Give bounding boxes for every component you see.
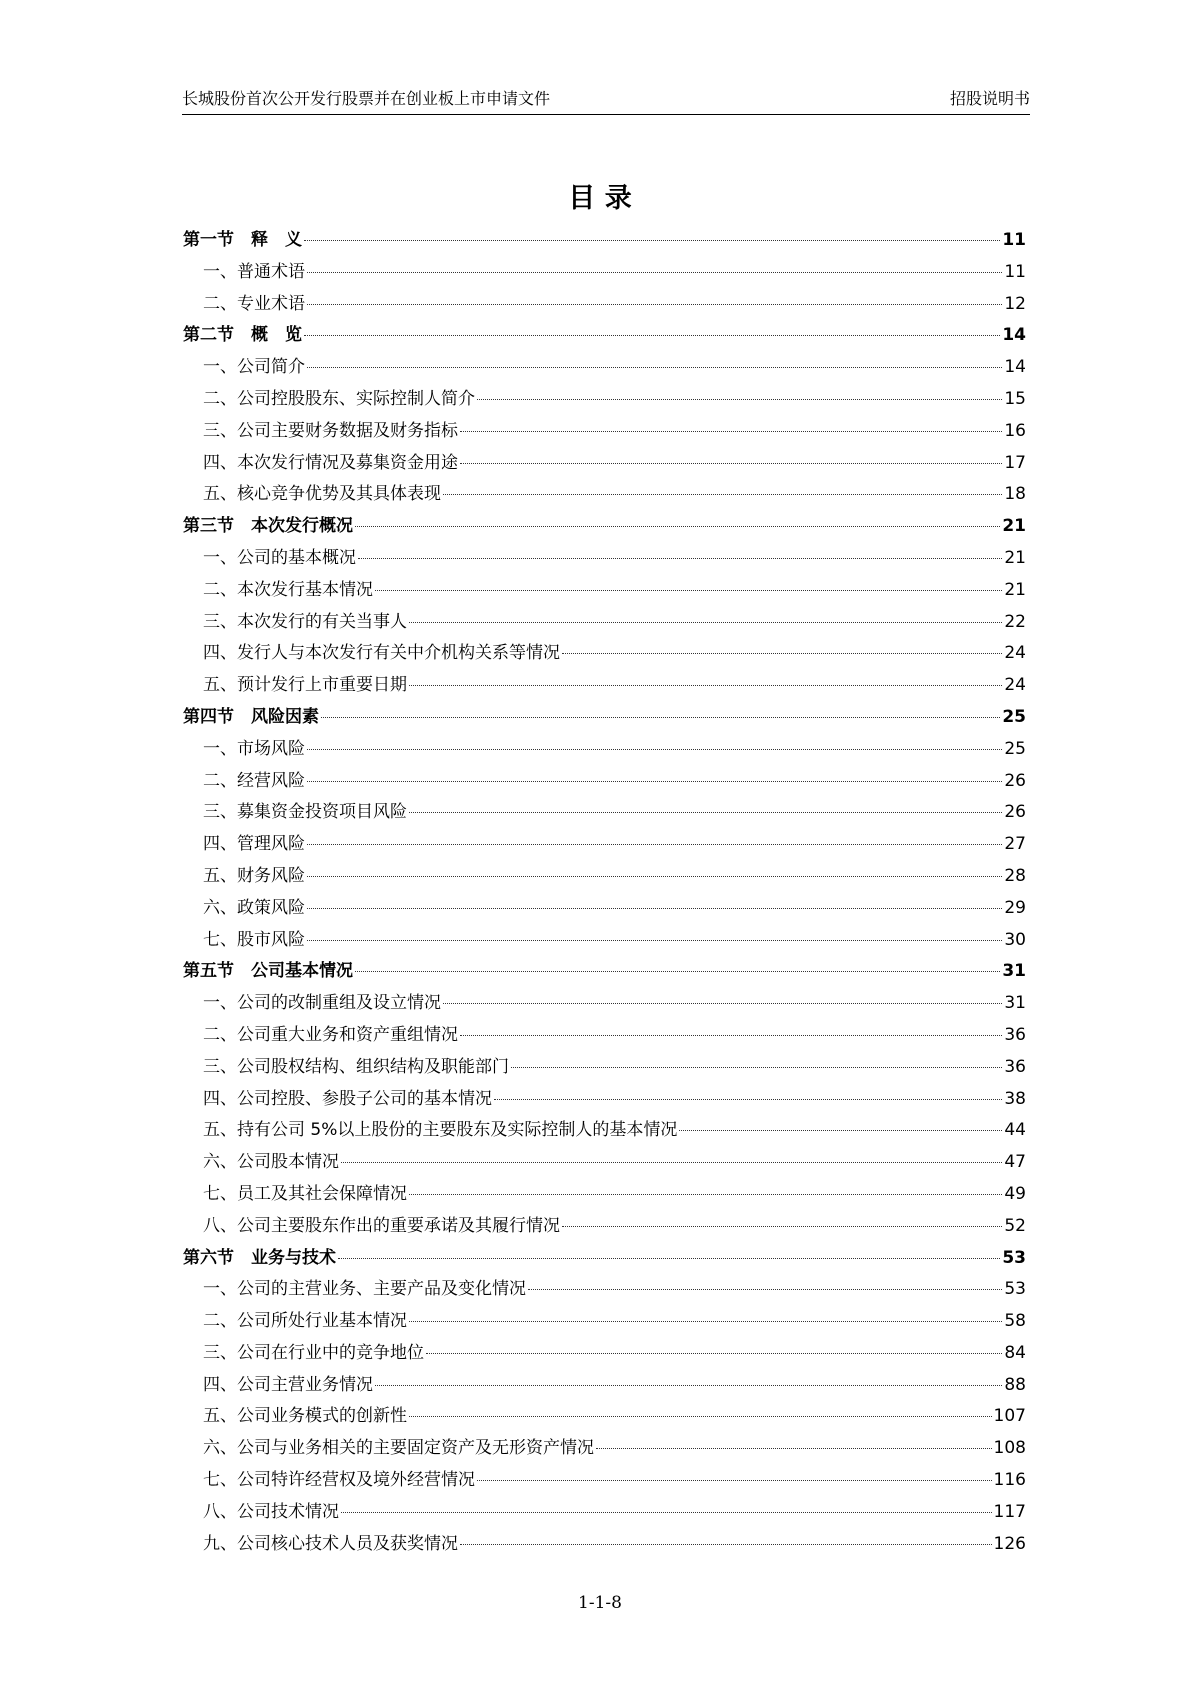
toc-entry-label: 四、管理风险	[203, 834, 305, 855]
toc-entry-page: 53	[1002, 1247, 1026, 1268]
toc-entry-label: 八、公司技术情况	[203, 1501, 339, 1522]
toc-entry-label: 第三节 本次发行概况	[183, 516, 353, 537]
toc-section-entry[interactable]	[183, 956, 1026, 988]
toc-entry-page: 30	[1004, 929, 1026, 950]
toc-entry-page: 116	[993, 1470, 1026, 1491]
toc-entry-label: 五、核心竞争优势及其具体表现	[203, 484, 441, 505]
table-of-contents	[183, 225, 1026, 1560]
toc-entry-page: 12	[1004, 293, 1026, 314]
toc-dot-leader	[307, 749, 1002, 750]
toc-entry-label: 二、经营风险	[203, 770, 305, 791]
toc-dot-leader	[409, 1194, 1002, 1195]
toc-entry-label: 第四节 风险因素	[183, 706, 319, 727]
toc-dot-leader	[460, 431, 1002, 432]
toc-dot-leader	[477, 399, 1002, 400]
page-title: 目 录	[568, 183, 632, 214]
toc-entry-label: 第五节 公司基本情况	[183, 961, 353, 982]
toc-dot-leader	[307, 304, 1002, 305]
toc-entry-page: 108	[993, 1438, 1026, 1459]
toc-section-entry[interactable]	[183, 1243, 1026, 1275]
toc-entry-page: 16	[1004, 420, 1026, 441]
toc-entry-page: 15	[1004, 388, 1026, 409]
toc-entry-label: 第二节 概 览	[183, 325, 302, 346]
toc-dot-leader	[409, 1321, 1002, 1322]
toc-dot-leader	[511, 1067, 1002, 1068]
toc-dot-leader	[679, 1130, 1002, 1131]
toc-entry-page: 17	[1004, 452, 1026, 473]
toc-subsection-entry[interactable]	[183, 1020, 1026, 1052]
toc-entry-label: 二、本次发行基本情况	[203, 579, 373, 600]
toc-entry-page: 26	[1004, 802, 1026, 823]
toc-entry-page: 44	[1004, 1120, 1026, 1141]
toc-entry-label: 第一节 释 义	[183, 230, 302, 250]
toc-entry-label: 一、普通术语	[203, 261, 305, 282]
toc-dot-leader	[460, 463, 1002, 464]
toc-entry-label: 七、股市风险	[203, 929, 305, 950]
toc-dot-leader	[409, 812, 1002, 813]
toc-dot-leader	[443, 494, 1002, 495]
toc-entry-page: 24	[1004, 643, 1026, 664]
toc-entry-label: 五、财务风险	[203, 865, 305, 886]
toc-subsection-entry[interactable]	[183, 670, 1026, 702]
toc-dot-leader	[307, 940, 1002, 941]
toc-entry-page: 31	[1002, 961, 1026, 982]
toc-subsection-entry[interactable]	[183, 1338, 1026, 1370]
toc-dot-leader	[307, 876, 1002, 877]
toc-entry-label: 一、公司的改制重组及设立情况	[203, 993, 441, 1014]
toc-entry-label: 八、公司主要股东作出的重要承诺及其履行情况	[203, 1215, 560, 1236]
toc-entry-label: 六、政策风险	[203, 897, 305, 918]
toc-entry-page: 36	[1004, 1056, 1026, 1077]
toc-dot-leader	[307, 781, 1002, 782]
toc-subsection-entry[interactable]	[183, 543, 1026, 575]
toc-entry-label: 三、公司在行业中的竞争地位	[203, 1342, 424, 1363]
toc-dot-leader	[355, 971, 1000, 972]
toc-entry-page: 36	[1004, 1024, 1026, 1045]
toc-dot-leader	[341, 1512, 992, 1513]
toc-entry-page: 25	[1002, 706, 1026, 727]
toc-section-entry[interactable]	[183, 320, 1026, 352]
toc-subsection-entry[interactable]	[183, 797, 1026, 829]
toc-dot-leader	[304, 240, 1000, 241]
toc-entry-page: 53	[1004, 1279, 1026, 1300]
toc-subsection-entry[interactable]	[183, 734, 1026, 766]
toc-entry-label: 七、员工及其社会保障情况	[203, 1183, 407, 1204]
toc-subsection-entry[interactable]	[183, 352, 1026, 384]
toc-dot-leader	[341, 1162, 1002, 1163]
toc-section-entry[interactable]	[183, 225, 1026, 257]
toc-subsection-entry[interactable]	[183, 988, 1026, 1020]
toc-entry-page: 38	[1004, 1088, 1026, 1109]
toc-entry-page: 117	[993, 1501, 1026, 1522]
page-number: 1-1-8	[578, 1593, 622, 1613]
toc-entry-label: 五、预计发行上市重要日期	[203, 675, 407, 696]
toc-entry-page: 27	[1004, 834, 1026, 855]
header-document-title: 长城股份首次公开发行股票并在创业板上市申请文件	[182, 89, 551, 108]
toc-subsection-entry[interactable]	[183, 893, 1026, 925]
toc-dot-leader	[409, 685, 1002, 686]
toc-subsection-entry[interactable]	[183, 384, 1026, 416]
toc-entry-page: 52	[1004, 1215, 1026, 1236]
toc-entry-label: 九、公司核心技术人员及获奖情况	[203, 1533, 458, 1554]
toc-entry-label: 二、专业术语	[203, 293, 305, 314]
toc-entry-page: 49	[1004, 1183, 1026, 1204]
toc-subsection-entry[interactable]	[183, 1084, 1026, 1116]
toc-dot-leader	[443, 1003, 1002, 1004]
toc-subsection-entry[interactable]	[183, 1274, 1026, 1306]
toc-dot-leader	[460, 1035, 1002, 1036]
page-header	[182, 84, 1030, 115]
toc-dot-leader	[562, 653, 1002, 654]
toc-subsection-entry[interactable]	[183, 1115, 1026, 1147]
toc-entry-page: 21	[1004, 547, 1026, 568]
toc-entry-label: 七、公司特许经营权及境外经营情况	[203, 1470, 475, 1491]
toc-dot-leader	[409, 1416, 992, 1417]
toc-subsection-entry[interactable]	[183, 1052, 1026, 1084]
toc-subsection-entry[interactable]	[183, 1306, 1026, 1338]
toc-subsection-entry[interactable]	[183, 257, 1026, 289]
toc-entry-page: 25	[1004, 738, 1026, 759]
toc-subsection-entry[interactable]	[183, 1147, 1026, 1179]
toc-entry-label: 第六节 业务与技术	[183, 1247, 336, 1268]
toc-entry-page: 21	[1002, 516, 1026, 537]
toc-subsection-entry[interactable]	[183, 766, 1026, 798]
toc-dot-leader	[460, 1544, 992, 1545]
toc-subsection-entry[interactable]	[183, 575, 1026, 607]
toc-subsection-entry[interactable]	[183, 1401, 1026, 1433]
toc-subsection-entry[interactable]	[183, 925, 1026, 957]
header-document-type: 招股说明书	[949, 89, 1030, 108]
toc-subsection-entry[interactable]	[183, 1529, 1026, 1561]
toc-dot-leader	[307, 844, 1002, 845]
toc-entry-label: 一、市场风险	[203, 738, 305, 759]
toc-dot-leader	[355, 526, 1000, 527]
toc-entry-label: 三、本次发行的有关当事人	[203, 611, 407, 632]
toc-subsection-entry[interactable]	[183, 1211, 1026, 1243]
toc-entry-label: 二、公司所处行业基本情况	[203, 1311, 407, 1332]
toc-entry-label: 六、公司与业务相关的主要固定资产及无形资产情况	[203, 1438, 594, 1459]
toc-dot-leader	[375, 1385, 1002, 1386]
toc-entry-label: 一、公司简介	[203, 357, 305, 378]
toc-dot-leader	[307, 367, 1002, 368]
toc-entry-label: 五、公司业务模式的创新性	[203, 1406, 407, 1427]
toc-dot-leader	[307, 908, 1002, 909]
toc-entry-label: 二、公司重大业务和资产重组情况	[203, 1024, 458, 1045]
toc-subsection-entry[interactable]	[183, 861, 1026, 893]
toc-dot-leader	[321, 717, 1000, 718]
toc-entry-page: 21	[1004, 579, 1026, 600]
toc-dot-leader	[375, 590, 1002, 591]
toc-entry-page: 14	[1002, 325, 1026, 346]
toc-entry-label: 四、公司主营业务情况	[203, 1374, 373, 1395]
toc-subsection-entry[interactable]	[183, 638, 1026, 670]
toc-subsection-entry[interactable]	[183, 829, 1026, 861]
toc-entry-label: 三、募集资金投资项目风险	[203, 802, 407, 823]
toc-subsection-entry[interactable]	[183, 416, 1026, 448]
toc-dot-leader	[304, 335, 1000, 336]
toc-entry-page: 29	[1004, 897, 1026, 918]
toc-entry-label: 一、公司的主营业务、主要产品及变化情况	[203, 1279, 526, 1300]
toc-entry-label: 四、公司控股、参股子公司的基本情况	[203, 1088, 492, 1109]
toc-entry-page: 18	[1004, 484, 1026, 505]
toc-entry-label: 一、公司的基本概况	[203, 547, 356, 568]
toc-entry-page: 126	[993, 1533, 1026, 1554]
toc-section-entry[interactable]	[183, 702, 1026, 734]
toc-entry-page: 24	[1004, 675, 1026, 696]
toc-dot-leader	[358, 558, 1002, 559]
toc-dot-leader	[409, 622, 1002, 623]
toc-entry-label: 三、公司主要财务数据及财务指标	[203, 420, 458, 441]
toc-entry-page: 107	[993, 1406, 1026, 1427]
toc-subsection-entry[interactable]	[183, 1465, 1026, 1497]
toc-subsection-entry[interactable]	[183, 607, 1026, 639]
toc-subsection-entry[interactable]	[183, 1433, 1026, 1465]
toc-dot-leader	[338, 1258, 1000, 1259]
toc-entry-label: 六、公司股本情况	[203, 1152, 339, 1173]
toc-dot-leader	[307, 272, 1002, 273]
toc-entry-page: 11	[1002, 230, 1026, 250]
toc-dot-leader	[596, 1448, 992, 1449]
toc-entry-label: 四、发行人与本次发行有关中介机构关系等情况	[203, 643, 560, 664]
toc-entry-page: 88	[1004, 1374, 1026, 1395]
toc-subsection-entry[interactable]	[183, 479, 1026, 511]
toc-entry-page: 84	[1004, 1342, 1026, 1363]
toc-entry-label: 四、本次发行情况及募集资金用途	[203, 452, 458, 473]
toc-dot-leader	[494, 1099, 1002, 1100]
toc-dot-leader	[426, 1353, 1002, 1354]
toc-entry-page: 31	[1004, 993, 1026, 1014]
toc-entry-page: 58	[1004, 1311, 1026, 1332]
toc-entry-page: 47	[1004, 1152, 1026, 1173]
toc-dot-leader	[477, 1480, 992, 1481]
toc-entry-page: 14	[1004, 357, 1026, 378]
toc-entry-label: 二、公司控股股东、实际控制人简介	[203, 388, 475, 409]
toc-subsection-entry[interactable]	[183, 448, 1026, 480]
toc-entry-page: 26	[1004, 770, 1026, 791]
toc-entry-page: 22	[1004, 611, 1026, 632]
toc-subsection-entry[interactable]	[183, 1497, 1026, 1529]
toc-subsection-entry[interactable]	[183, 289, 1026, 321]
toc-dot-leader	[528, 1289, 1002, 1290]
toc-entry-page: 28	[1004, 865, 1026, 886]
toc-subsection-entry[interactable]	[183, 1370, 1026, 1402]
toc-entry-label: 三、公司股权结构、组织结构及职能部门	[203, 1056, 509, 1077]
toc-subsection-entry[interactable]	[183, 1179, 1026, 1211]
toc-section-entry[interactable]	[183, 511, 1026, 543]
toc-entry-page: 11	[1004, 261, 1026, 282]
toc-dot-leader	[562, 1226, 1002, 1227]
toc-entry-label: 五、持有公司 5%以上股份的主要股东及实际控制人的基本情况	[203, 1120, 678, 1141]
